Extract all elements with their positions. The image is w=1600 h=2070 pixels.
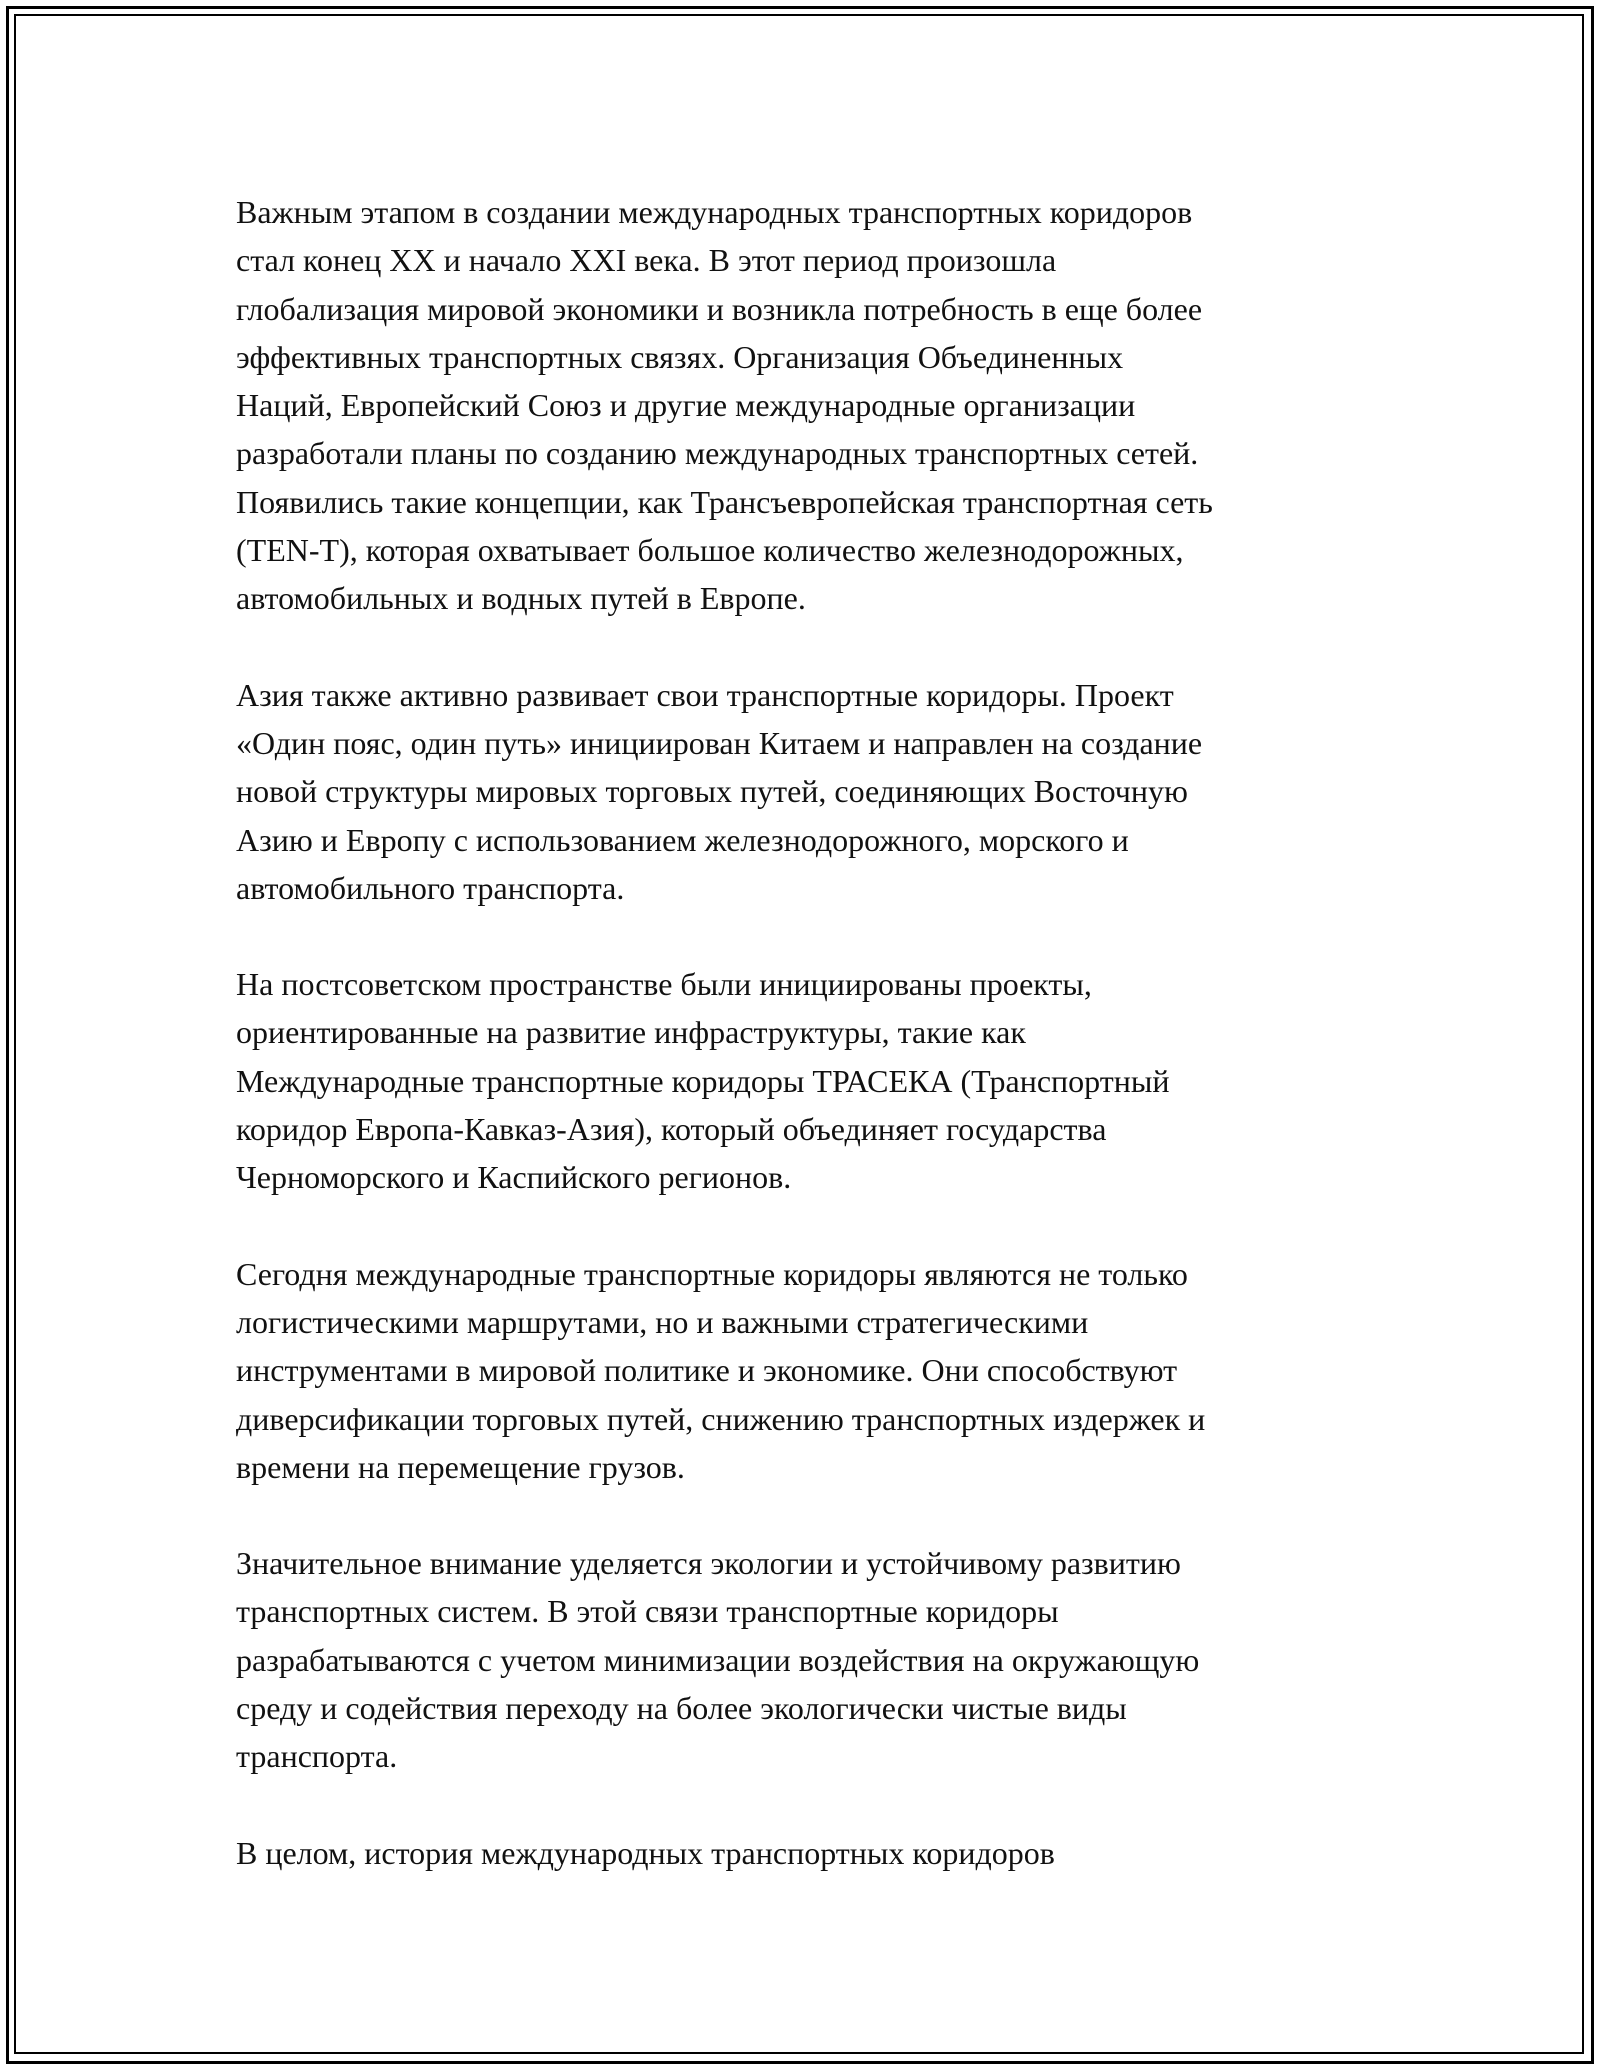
paragraph-asia-belt-road: Азия также активно развивает свои транспортные коридоры. Проект «Один пояс, один путь» инициирован Китаем и направлен на создание новой структуры мировых торговых путей, соединяющих Восточную Азию и Европу с использованием железнодорожного, морского и автомобильного транспорта. [236, 676, 1203, 906]
paragraph-post-soviet-traceca: На постсоветском пространстве были инициированы проекты, ориентированные на развитие инфраструктуры, такие как Международные транспортные коридоры ТРАСЕКА (Транспортный коридор Европа-Кавказ-Азия), который объединяет государства Черноморского и Каспийского регионов. [236, 966, 1170, 1196]
paragraph-global-corridors: Важным этапом в создании международных транспортных коридоров стал конец XX и начало XXI века. В этот период произошла глобализация мировой экономики и возникла потребность в еще более эффективных транспортных связях. Организация Объединенных Наций, Европейский Союз и другие международные организации разработали планы по созданию международных транспортных сетей. Появились такие концепции, как Трансъевропейская транспортная сеть (TEN-T), которая охватывает большое количество железнодорожных, автомобильных и водных путей в Европе. [236, 194, 1213, 617]
paragraph-strategic-role: Сегодня международные транспортные коридоры являются не только логистическими маршрутами, но и важными стратегическими инструментами в мировой политике и экономике. Они способствуют диверсификации торговых путей, снижению транспортных издержек и времени на перемещение грузов. [236, 1255, 1206, 1485]
paragraph-conclusion-start: В целом, история международных транспортных коридоров [236, 1834, 1055, 1871]
paragraph-ecology: Значительное внимание уделяется экологии и устойчивому развитию транспортных систем. В этой связи транспортные коридоры разрабатываются с учетом минимизации воздействия на окружающую среду и содействия переходу на более экологически чистые виды транспорта. [236, 1545, 1200, 1775]
document-body [236, 188, 1376, 1877]
